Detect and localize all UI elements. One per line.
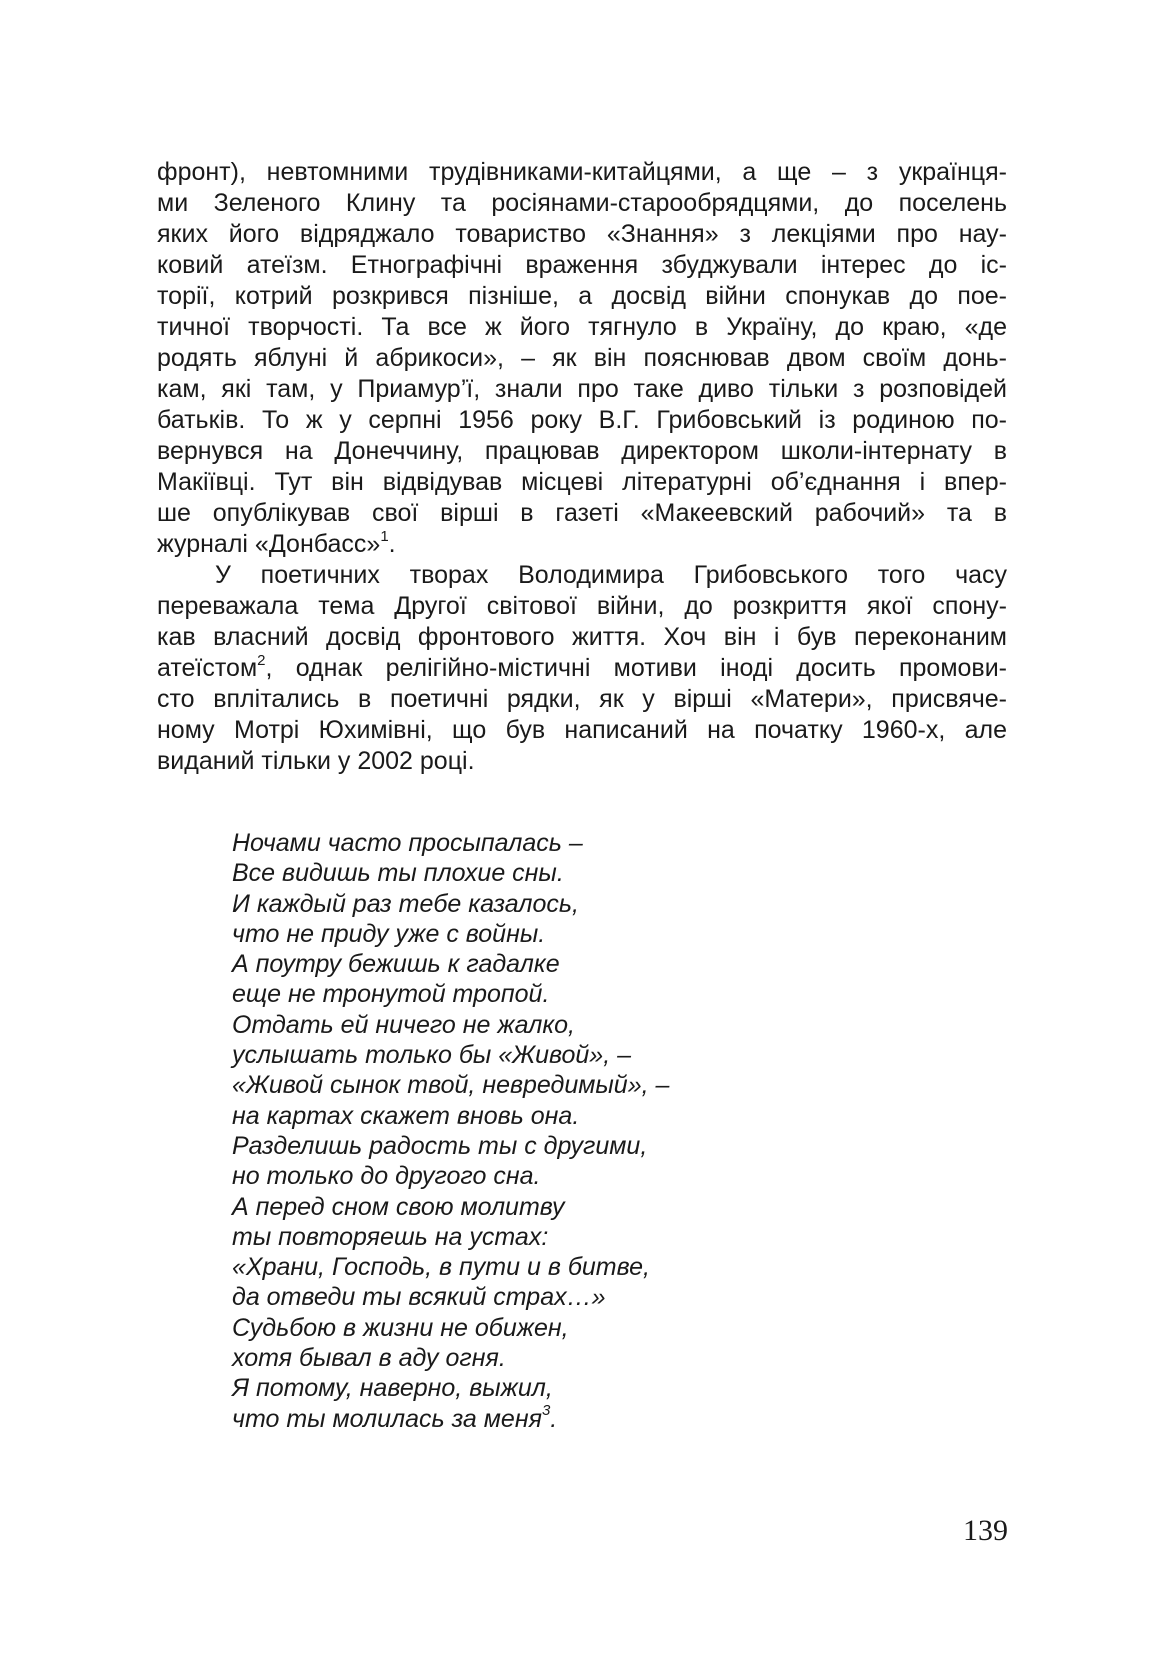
- text-line: Макіївці. Тут він відвідував місцеві літературні об’єднання і впер-: [157, 468, 1007, 496]
- poem: [232, 828, 669, 1434]
- text-line: тичної творчості. Та все ж його тягнуло в Україну, до краю, «де: [157, 313, 1007, 341]
- text-fragment: .: [550, 1404, 558, 1433]
- page-number: 139: [963, 1514, 1008, 1547]
- poem-line: ты повторяешь на устах:: [232, 1222, 549, 1251]
- poem-line: что не приду уже с войны.: [232, 919, 546, 948]
- poem-line: но только до другого сна.: [232, 1162, 541, 1191]
- text-line: яких його відряджало товариство «Знання» з лекціями про нау-: [157, 220, 1007, 248]
- poem-line: Отдать ей ничего не жалко,: [232, 1010, 575, 1039]
- poem-line: еще не тронутой тропой.: [232, 980, 550, 1009]
- text-line: кав власний досвід фронтового життя. Хоч він і був переконаним: [157, 623, 1007, 651]
- poem-line: услышать только бы «Живой», –: [232, 1041, 632, 1070]
- text-line: ному Мотрі Юхимівні, що був написаний на початку 1960-х, але: [157, 716, 1007, 744]
- text-line: батьків. То ж у серпні 1956 року В.Г. Грибовський із родиною по-: [157, 406, 1007, 434]
- footnote-reference: 1: [380, 527, 389, 545]
- text-fragment: что ты молилась за меня: [232, 1404, 542, 1433]
- text-line: переважала тема Другої світової війни, до розкриття якої спону-: [157, 592, 1007, 620]
- text-line: фронт), невтомними трудівниками-китайцями, а ще – з українця-: [157, 158, 1007, 186]
- text-fragment: .: [388, 530, 396, 558]
- poem-line: Судьбою в жизни не обижен,: [232, 1313, 569, 1342]
- text-line-last: [157, 529, 1007, 560]
- text-fragment: , однак релігійно-містичні мотиви іноді досить промови-: [265, 654, 1007, 682]
- text-line: вернувся на Донеччину, працював директором школи-інтернату в: [157, 437, 1007, 465]
- poem-line: да отведи ты всякий страх…»: [232, 1283, 606, 1312]
- text-line: ми Зеленого Клину та росіянами-старообрядцями, до поселень: [157, 189, 1007, 217]
- poem-line: Все видишь ты плохие сны.: [232, 859, 564, 888]
- text-line: ковий атеїзм. Етнографічні враження збуджували інтерес до іс-: [157, 251, 1007, 279]
- poem-line: Разделишь радость ты с другими,: [232, 1131, 648, 1160]
- text-fragment: журналі «Донбасс»: [157, 530, 381, 558]
- poem-line: хотя бывал в аду огня.: [232, 1344, 506, 1373]
- text-line: торії, котрий розкрився пізніше, а досвід війни спонукав до пое-: [157, 282, 1007, 310]
- text-line: кам, які там, у Приамур’ї, знали про таке диво тільки з розповідей: [157, 375, 1007, 403]
- poem-line: «Храни, Господь, в пути и в битве,: [232, 1253, 650, 1282]
- text-line: виданий тільки у 2002 році.: [157, 747, 475, 775]
- poem-line: Я потому, наверно, выжил,: [232, 1374, 553, 1403]
- poem-line: Ночами часто просыпалась –: [232, 829, 583, 857]
- poem-line-last: [232, 1404, 669, 1434]
- footnote-reference: 2: [257, 653, 266, 669]
- text-fragment: атеїстом: [157, 654, 258, 682]
- poem-line: И каждый раз тебе казалось,: [232, 889, 579, 918]
- poem-line: «Живой сынок твой, невредимый», –: [232, 1071, 670, 1100]
- poem-line: А поутру бежишь к гадалке: [232, 950, 560, 979]
- text-line: ше опублікував свої вірші в газеті «Макеевский рабочий» та в: [157, 499, 1007, 527]
- poem-line: на картах скажет вновь она.: [232, 1101, 580, 1130]
- text-line: [157, 653, 1007, 684]
- body-text: [157, 157, 1007, 777]
- text-line: родять яблуні й абрикоси», – як він пояснював двом своїм донь-: [157, 344, 1007, 372]
- footnote-reference: 3: [541, 1402, 551, 1420]
- poem-line: А перед сном свою молитву: [232, 1192, 565, 1221]
- text-line: сто вплітались в поетичні рядки, як у вірші «Матери», присвяче-: [157, 685, 1007, 713]
- text-line: У поетичних творах Володимира Грибовського того часу: [215, 561, 1007, 589]
